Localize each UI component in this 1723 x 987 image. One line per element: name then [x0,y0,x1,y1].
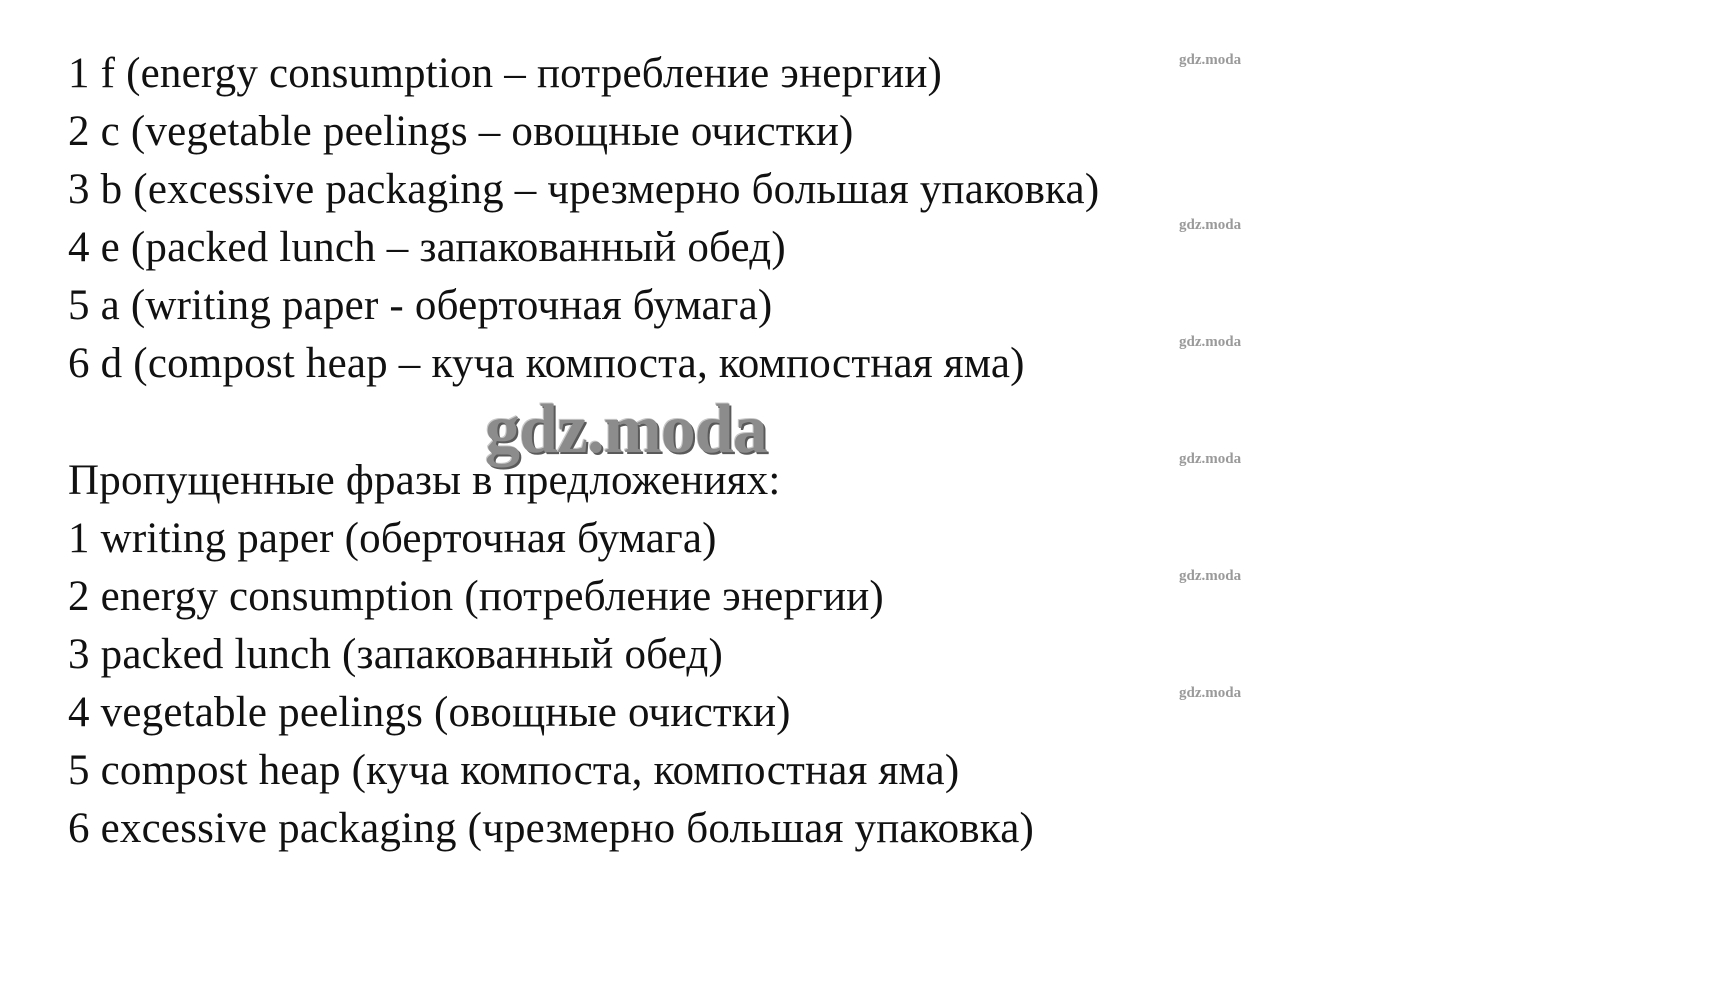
small-watermark: gdz.moda [1179,451,1242,467]
missing-line-1: 1 writing paper (оберточная бумага) [68,515,717,562]
matching-line-3: 3 b (excessive packaging – чрезмерно большая упаковка) [68,166,1100,213]
matching-line-6: 6 d (compost heap – куча компоста, компостная яма) [68,340,1025,387]
large-watermark: gdz.moda [485,391,767,468]
missing-line-2: 2 energy consumption (потребление энергии) [68,573,884,620]
missing-line-4: 4 vegetable peelings (овощные очистки) [68,689,791,736]
matching-line-4: 4 e (packed lunch – запакованный обед) [68,224,786,271]
missing-line-3: 3 packed lunch (запакованный обед) [68,631,723,678]
matching-line-2: 2 c (vegetable peelings – овощные очистки) [68,108,854,155]
missing-phrases-heading: Пропущенные фразы в предложениях: [68,457,781,504]
small-watermark: gdz.moda [1179,334,1242,350]
missing-line-5: 5 compost heap (куча компоста, компостная яма) [68,747,960,794]
small-watermark: gdz.moda [1179,217,1242,233]
matching-line-1: 1 f (energy consumption – потребление энергии) [68,50,943,97]
small-watermark: gdz.moda [1179,568,1242,584]
missing-line-6: 6 excessive packaging (чрезмерно большая упаковка) [68,805,1035,852]
matching-line-5: 5 a (writing paper - оберточная бумага) [68,282,773,329]
small-watermark: gdz.moda [1179,685,1242,701]
small-watermark: gdz.moda [1179,52,1242,68]
